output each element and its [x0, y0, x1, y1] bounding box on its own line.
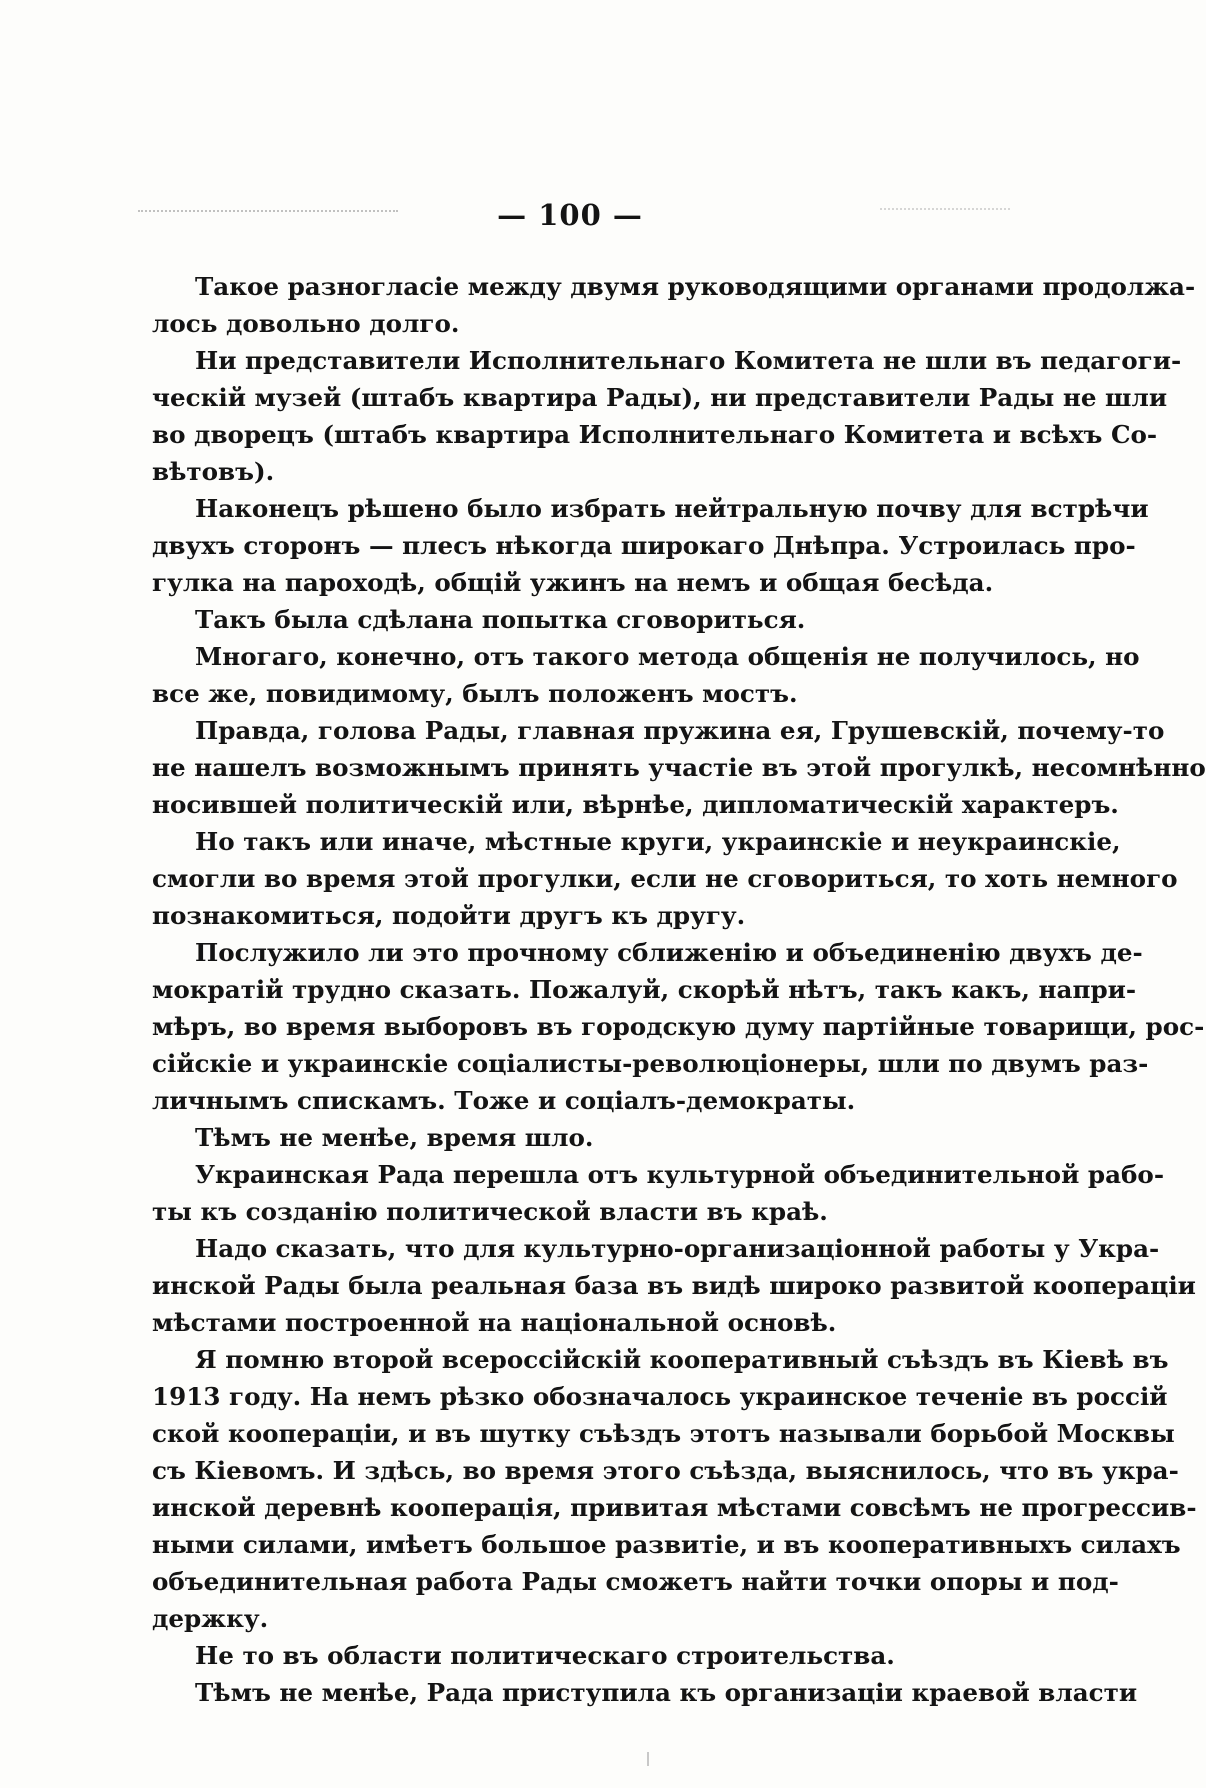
text-line: Надо сказать, что для культурно-организаціонной работы у Укра-	[195, 1234, 1160, 1263]
page-number: — 100 —	[497, 198, 643, 232]
text-line: Такое разногласіе между двумя руководящими органами продолжа-	[195, 272, 1196, 301]
text-line: инской Рады была реальная база въ видѣ широко развитой коопераціи	[152, 1271, 1196, 1300]
text-line: познакомиться, подойти другъ къ другу.	[152, 901, 746, 930]
text-line: объединительная работа Рады сможетъ найти точки опоры и под-	[152, 1567, 1119, 1596]
text-line: мѣстами построенной на національной основѣ.	[152, 1308, 837, 1337]
text-line: Я помню второй всероссійскій кооперативный съѣздъ въ Кіевѣ въ	[195, 1345, 1169, 1374]
text-line: Украинская Рада перешла отъ культурной объединительной рабо-	[195, 1160, 1165, 1189]
text-line: Послужило ли это прочному сближенію и объединенію двухъ де-	[195, 938, 1143, 967]
text-line: носившей политическій или, вѣрнѣе, дипломатическій характеръ.	[152, 790, 1119, 819]
text-line: держку.	[152, 1604, 269, 1633]
text-line: Но такъ или иначе, мѣстные круги, украинскіе и неукраинскіе,	[195, 827, 1121, 856]
text-line: Тѣмъ не менѣе, время шло.	[195, 1123, 594, 1152]
text-line: ты къ созданію политической власти въ краѣ.	[152, 1197, 828, 1226]
text-line: ской коопераціи, и въ шутку съѣздъ этотъ называли борьбой Москвы	[152, 1419, 1175, 1448]
text-line: гулка на пароходѣ, общій ужинъ на немъ и общая бесѣда.	[152, 568, 994, 597]
text-line: смогли во время этой прогулки, если не сговориться, то хоть немного	[152, 864, 1178, 893]
text-line: съ Кіевомъ. И здѣсь, во время этого съѣзда, выяснилось, что въ укра-	[152, 1456, 1179, 1485]
text-line: Тѣмъ не менѣе, Рада приступила къ организаціи краевой власти	[195, 1678, 1138, 1707]
text-line: не нашелъ возможнымъ принять участіе въ этой прогулкѣ, несомнѣнно	[152, 753, 1206, 782]
text-line: Не то въ области политическаго строительства.	[195, 1641, 895, 1670]
text-line: ческій музей (штабъ квартира Рады), ни представители Рады не шли	[152, 383, 1168, 412]
text-line: лось довольно долго.	[152, 309, 460, 338]
text-line: Многаго, конечно, отъ такого метода общенія не получилось, но	[195, 642, 1140, 671]
scan-mark	[647, 1752, 649, 1766]
text-line: Ни представители Исполнительнаго Комитета не шли въ педагоги-	[195, 346, 1182, 375]
text-line: вѣтовъ).	[152, 457, 275, 486]
text-line: ными силами, имѣетъ большое развитіе, и въ кооперативныхъ силахъ	[152, 1530, 1181, 1559]
text-line: инской деревнѣ кооперація, привитая мѣстами совсѣмъ не прогрессив-	[152, 1493, 1197, 1522]
text-line: личнымъ спискамъ. Тоже и соціалъ-демократы.	[152, 1086, 856, 1115]
text-line: 1913 году. На немъ рѣзко обозначалось украинское теченіе въ россій	[152, 1382, 1168, 1411]
text-line: Наконецъ рѣшено было избрать нейтральную почву для встрѣчи	[195, 494, 1149, 523]
page-text	[152, 268, 1206, 1711]
text-line: Такъ была сдѣлана попытка сговориться.	[195, 605, 806, 634]
text-line: двухъ сторонъ — плесъ нѣкогда широкаго Днѣпра. Устроилась про-	[152, 531, 1136, 560]
text-line: сійскіе и украинскіе соціалисты-революціонеры, шли по двумъ раз-	[152, 1049, 1149, 1078]
text-line: все же, повидимому, былъ положенъ мостъ.	[152, 679, 798, 708]
text-line: мократій трудно сказать. Пожалуй, скорѣй нѣтъ, такъ какъ, напри-	[152, 975, 1137, 1004]
text-line: Правда, голова Рады, главная пружина ея, Грушевскій, почему-то	[195, 716, 1165, 745]
text-line: мѣръ, во время выборовъ въ городскую думу партійные товарищи, рос-	[152, 1012, 1205, 1041]
text-line: во дворецъ (штабъ квартира Исполнительнаго Комитета и всѣхъ Со-	[152, 420, 1158, 449]
